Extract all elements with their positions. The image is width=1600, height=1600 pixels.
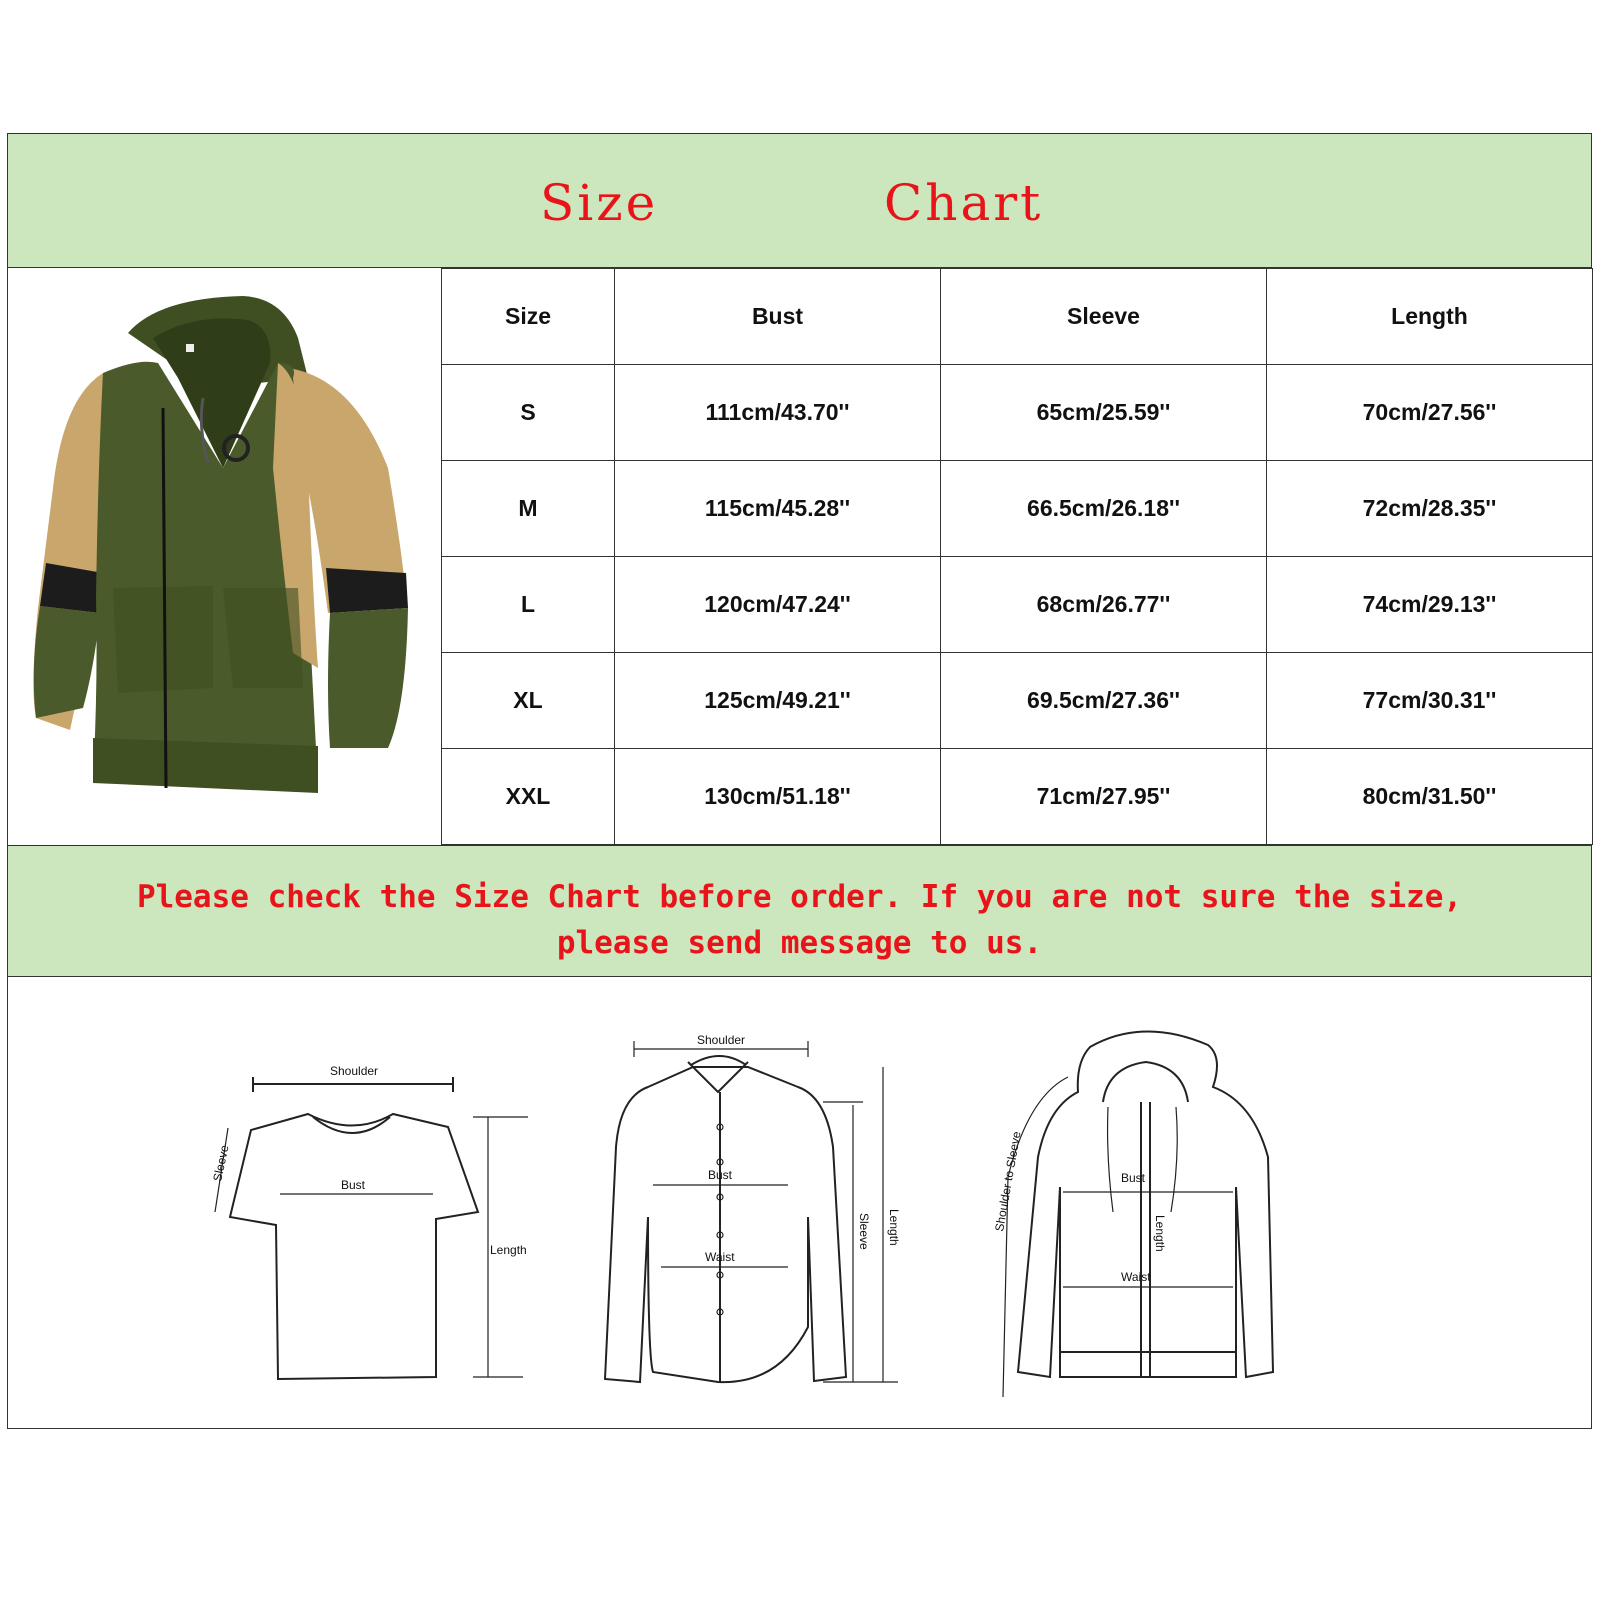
column-header-bust: Bust <box>615 269 941 365</box>
notice-band <box>7 845 1592 977</box>
size-table <box>441 268 1593 845</box>
cell-length: 70cm/27.56'' <box>1267 365 1593 461</box>
title-word-size: Size <box>540 174 659 232</box>
cell-length: 77cm/30.31'' <box>1267 653 1593 749</box>
cell-bust: 125cm/49.21'' <box>615 653 941 749</box>
product-photo-cell <box>7 268 442 845</box>
cell-bust: 115cm/45.28'' <box>615 461 941 557</box>
shirt-outline <box>605 1067 846 1382</box>
tshirt-label-length: Length <box>490 1243 527 1257</box>
notice-line-2: please send message to us. <box>556 925 1043 961</box>
notice-text <box>8 874 1591 966</box>
table-row <box>442 749 1593 845</box>
cell-sleeve: 68cm/26.77'' <box>941 557 1267 653</box>
cell-length: 80cm/31.50'' <box>1267 749 1593 845</box>
cell-length: 74cm/29.13'' <box>1267 557 1593 653</box>
table-header-row <box>442 269 1593 365</box>
cell-sleeve: 69.5cm/27.36'' <box>941 653 1267 749</box>
cell-size: XL <box>442 653 615 749</box>
hoodie-label-shoulder-to-sleeve: Shoulder to Sleeve <box>992 1130 1024 1233</box>
table-row <box>442 461 1593 557</box>
cell-bust: 120cm/47.24'' <box>615 557 941 653</box>
hoodie-label-bust: Bust <box>1121 1171 1146 1185</box>
notice-line-1: Please check the Size Chart before order. If you are not sure the size, <box>136 879 1463 915</box>
tshirt-label-sleeve: Sleeve <box>210 1143 232 1183</box>
tshirt-label-shoulder: Shoulder <box>330 1064 379 1078</box>
cell-size: XXL <box>442 749 615 845</box>
table-row <box>442 653 1593 749</box>
cell-sleeve: 65cm/25.59'' <box>941 365 1267 461</box>
shirt-label-shoulder: Shoulder <box>697 1033 746 1047</box>
shirt-label-waist: Waist <box>705 1250 735 1264</box>
cell-sleeve: 71cm/27.95'' <box>941 749 1267 845</box>
tshirt-label-bust: Bust <box>341 1178 366 1192</box>
table-row <box>442 365 1593 461</box>
column-header-sleeve: Sleeve <box>941 269 1267 365</box>
cell-bust: 111cm/43.70'' <box>615 365 941 461</box>
tshirt-outline <box>230 1114 478 1379</box>
cell-bust: 130cm/51.18'' <box>615 749 941 845</box>
diagrams-canvas <box>8 977 1590 1427</box>
column-header-length: Length <box>1267 269 1593 365</box>
table-row <box>442 557 1593 653</box>
cell-size: M <box>442 461 615 557</box>
size-chart-sheet <box>7 133 1592 1429</box>
cell-size: L <box>442 557 615 653</box>
cell-size: S <box>442 365 615 461</box>
cell-sleeve: 66.5cm/26.18'' <box>941 461 1267 557</box>
hoodie-outline <box>1018 1031 1273 1377</box>
measurement-diagrams <box>7 977 1592 1429</box>
shirt-label-bust: Bust <box>708 1168 733 1182</box>
size-table-wrap <box>441 268 1592 845</box>
column-header-size: Size <box>442 269 615 365</box>
shirt-label-length: Length <box>887 1209 901 1246</box>
cell-length: 72cm/28.35'' <box>1267 461 1593 557</box>
title-band <box>7 133 1592 268</box>
hoodie-product-image <box>8 268 443 845</box>
hoodie-label-waist: Waist <box>1121 1270 1151 1284</box>
title-word-chart: Chart <box>884 174 1044 232</box>
hoodie-label-length: Length <box>1153 1215 1167 1252</box>
shirt-label-sleeve: Sleeve <box>857 1213 871 1250</box>
